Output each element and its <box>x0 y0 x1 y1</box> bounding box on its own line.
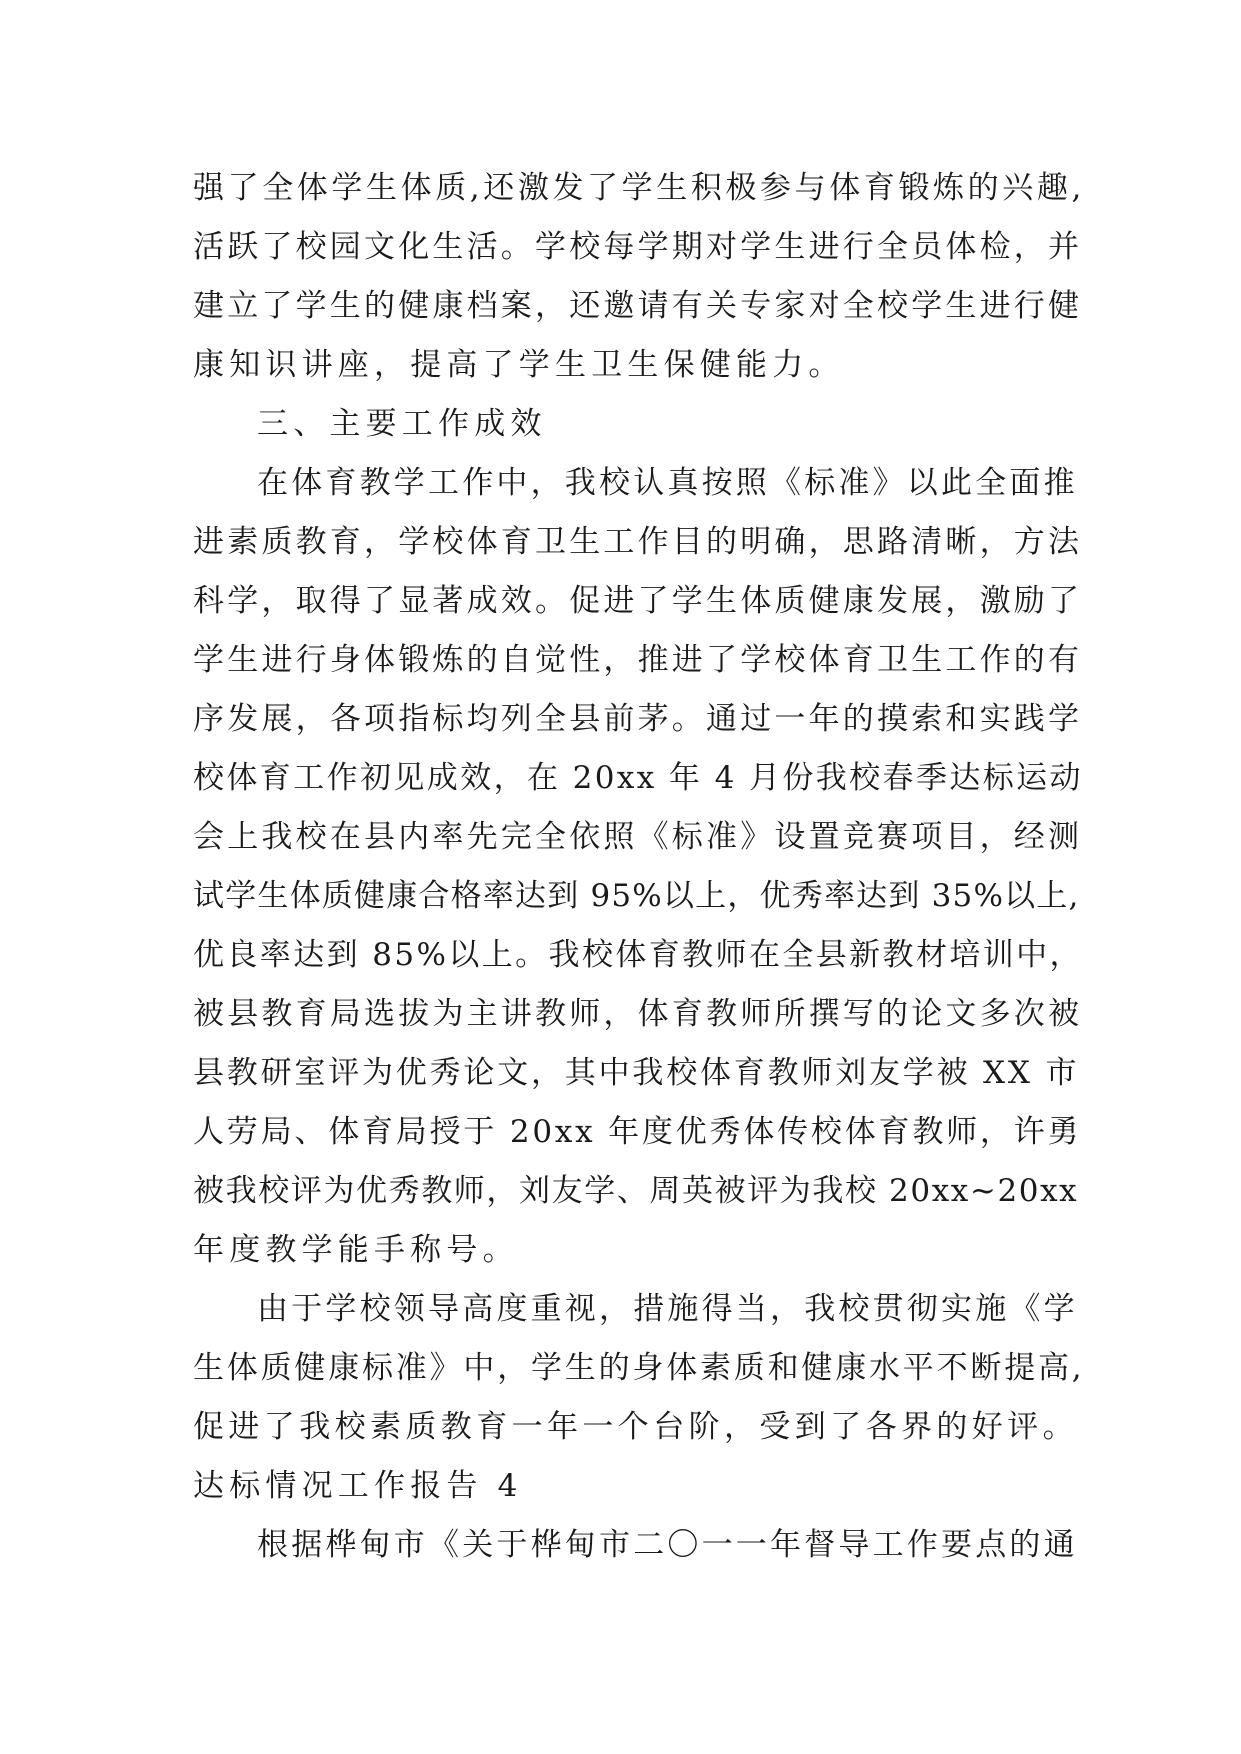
body-text-line: 年度教学能手称号。 <box>193 1232 519 1268</box>
body-text-line: 活跃了校园文化生活。学校每学期对学生进行全员体检，并 <box>193 229 1083 265</box>
body-text-line: 会上我校在县内率先完全依照《标准》设置竞赛项目，经测 <box>193 819 1083 855</box>
body-text-line: 被县教育局选拔为主讲教师，体育教师所撰写的论文多次被 <box>193 996 1083 1032</box>
body-text-line: 学生进行身体锻炼的自觉性，推进了学校体育卫生工作的有 <box>193 642 1083 678</box>
body-text-line: 在体育教学工作中，我校认真按照《标准》以此全面推 <box>257 465 1078 501</box>
section-heading: 三、主要工作成效 <box>257 406 547 442</box>
body-text-line: 促进了我校素质教育一年一个台阶，受到了各界的好评。 <box>193 1409 1078 1445</box>
body-text-line: 县教研室评为优秀论文，其中我校体育教师刘友学被 XX 市 <box>193 1055 1080 1091</box>
body-text-line: 进素质教育，学校体育卫生工作目的明确，思路清晰，方法 <box>193 524 1083 560</box>
body-text-line: 科学，取得了显著成效。促进了学生体质健康发展，激励了 <box>193 583 1083 619</box>
body-text-line: 被我校评为优秀教师，刘友学、周英被评为我校 20xx~20xx <box>193 1173 1079 1209</box>
body-text-line: 康知识讲座，提高了学生卫生保健能力。 <box>193 347 845 383</box>
body-text-line: 优良率达到 85%以上。我校体育教师在全县新教材培训中， <box>193 937 1083 973</box>
report-title: 达标情况工作报告 4 <box>193 1468 523 1504</box>
body-text-line: 根据桦甸市《关于桦甸市二〇一一年督导工作要点的通 <box>257 1527 1078 1563</box>
body-text-line: 生体质健康标准》中，学生的身体素质和健康水平不断提高, <box>193 1350 1085 1386</box>
body-text-line: 人劳局、体育局授于 20xx 年度优秀体传校体育教师，许勇 <box>193 1114 1082 1150</box>
body-text-line: 由于学校领导高度重视，措施得当，我校贯彻实施《学 <box>257 1291 1078 1327</box>
body-text-line: 序发展，各项指标均列全县前茅。通过一年的摸索和实践学 <box>193 701 1083 737</box>
body-text-line: 建立了学生的健康档案，还邀请有关专家对全校学生进行健 <box>193 288 1083 324</box>
body-text-line: 强了全体学生体质,还激发了学生积极参与体育锻炼的兴趣, <box>193 170 1085 206</box>
body-text-line: 试学生体质健康合格率达到 95%以上，优秀率达到 35%以上, <box>193 878 1080 914</box>
body-text-line: 校体育工作初见成效，在 20xx 年 4 月份我校春季达标运动 <box>193 760 1083 796</box>
